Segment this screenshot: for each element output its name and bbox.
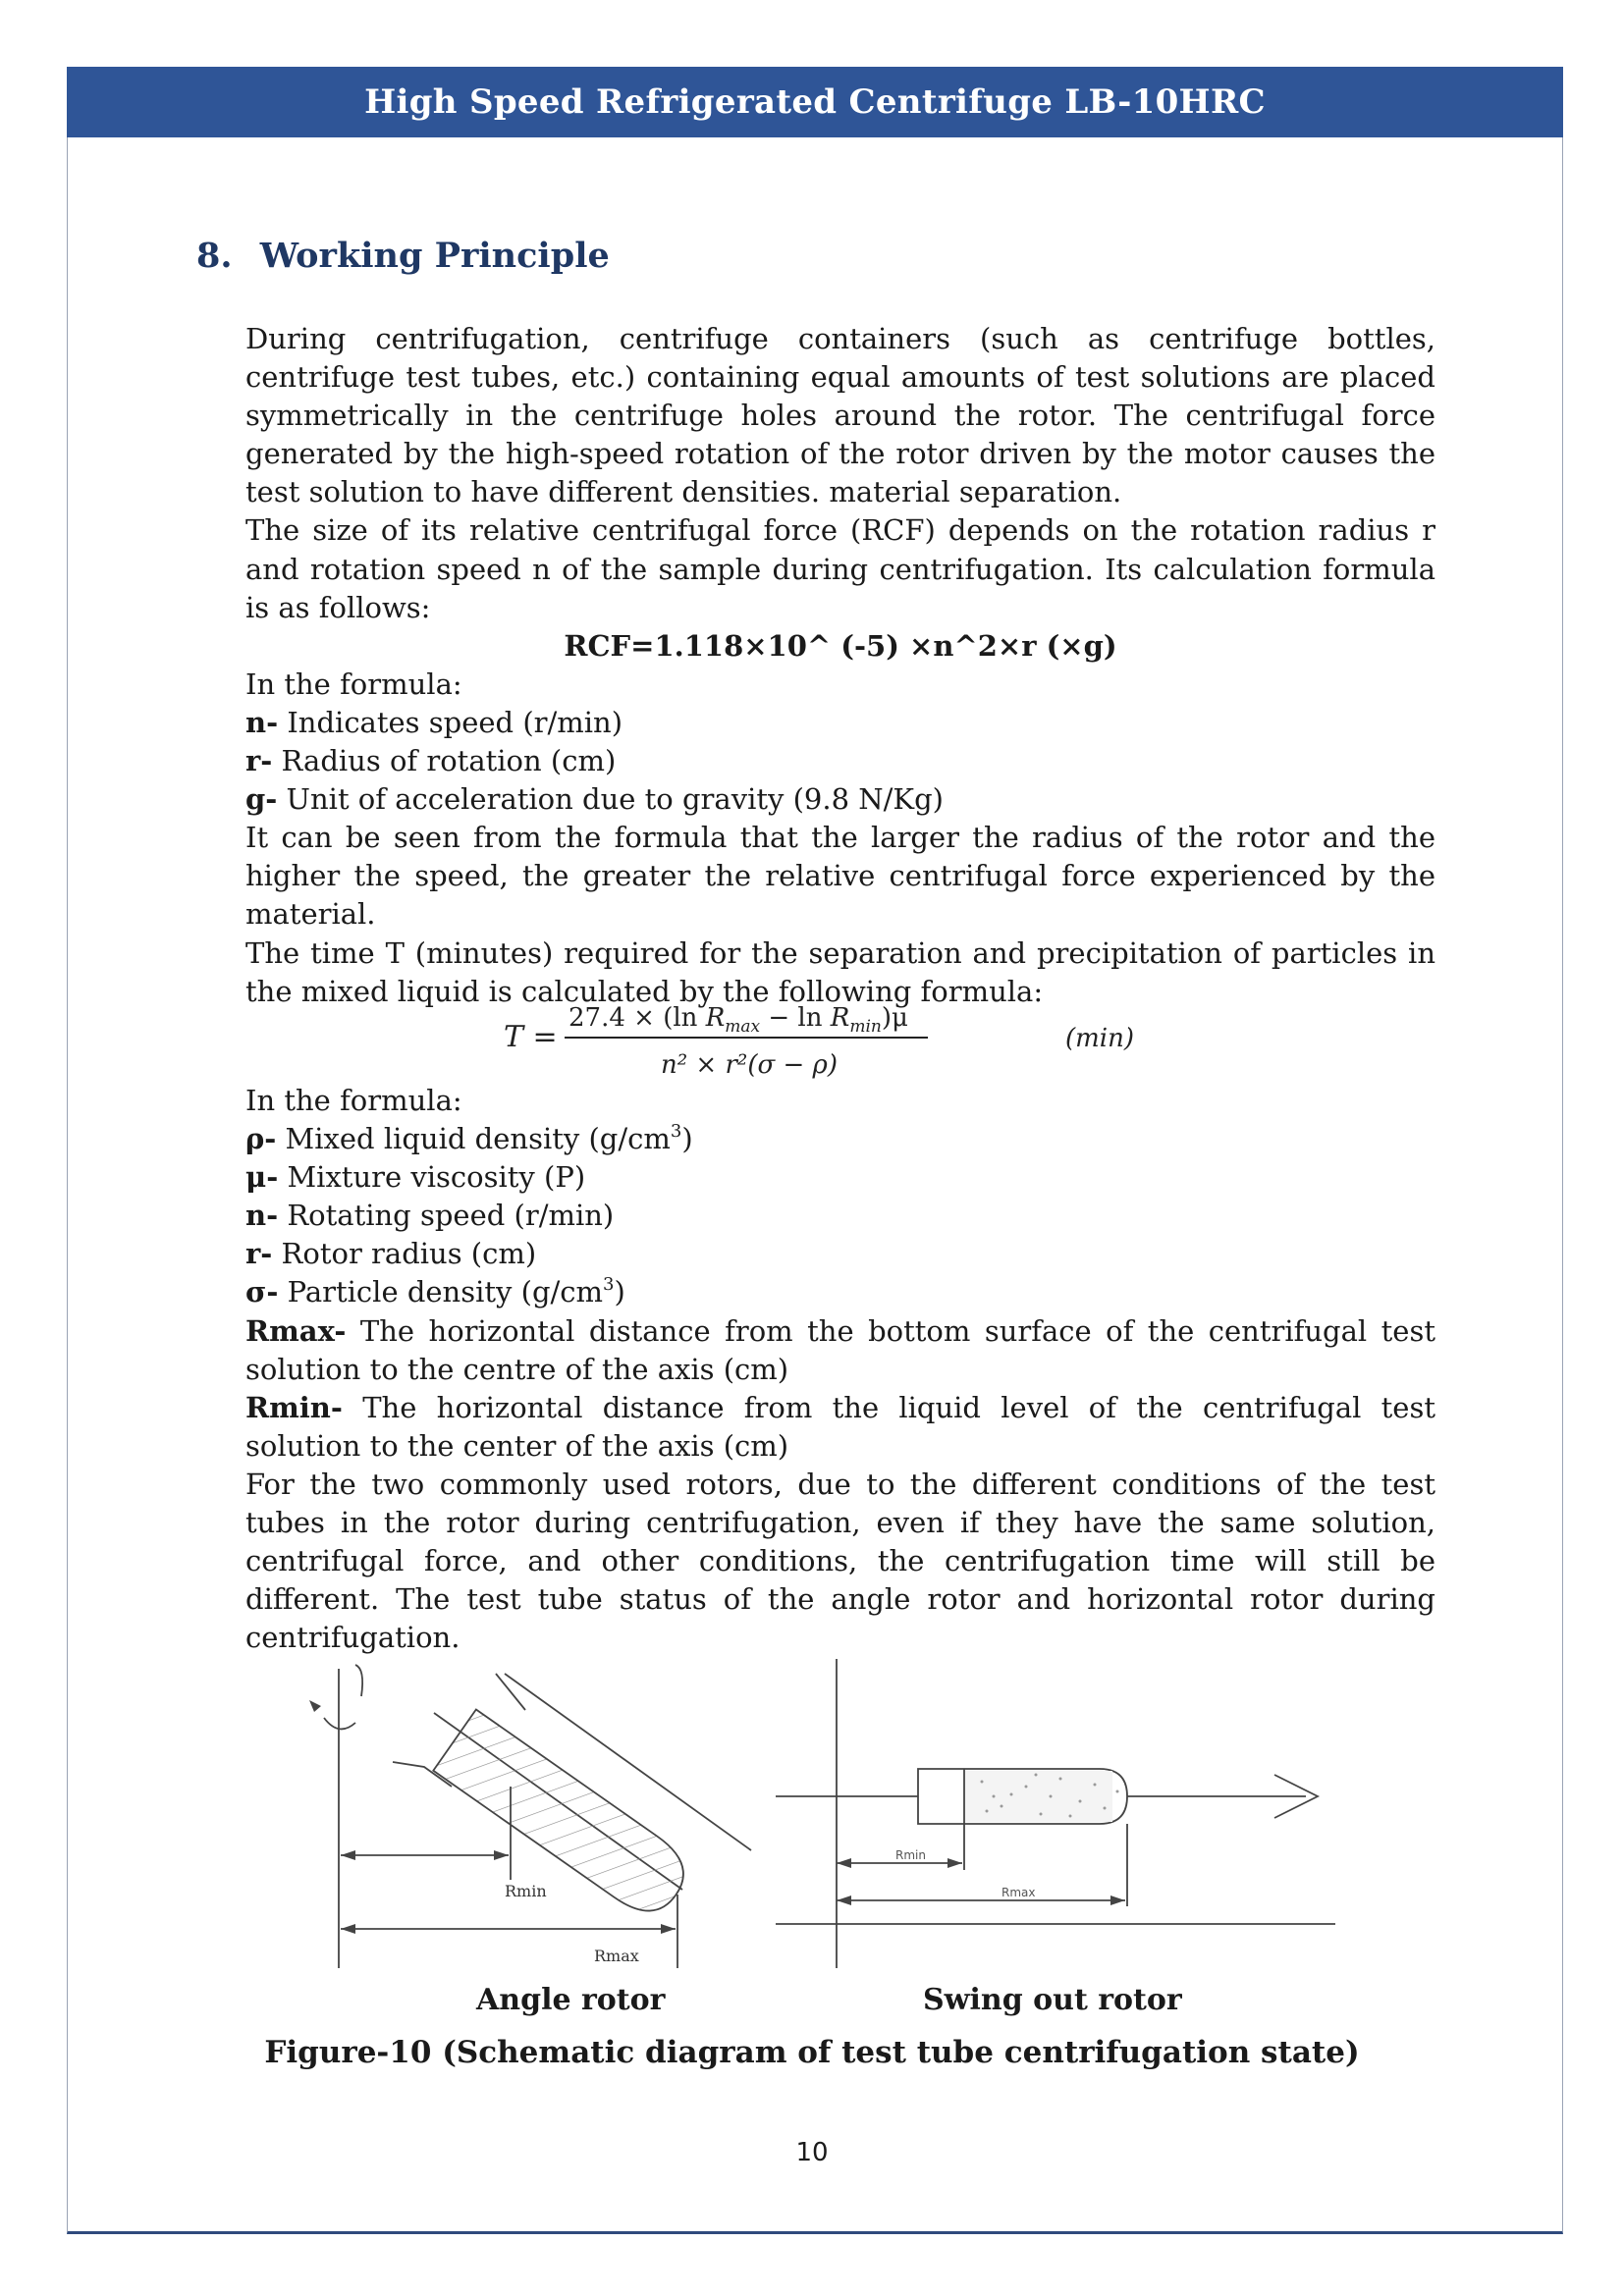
definition-item: [245, 1273, 1435, 1311]
definition-tail: ): [681, 1122, 693, 1156]
equation-tail: )μ: [881, 1003, 908, 1033]
definition-term: r-: [245, 744, 273, 778]
definition-text: Rotating speed (r/min): [278, 1199, 615, 1233]
definition-item: [245, 1235, 1435, 1273]
swing-rotor-caption: Swing out rotor: [923, 1983, 1182, 2017]
angle-rmin-label: Rmin: [505, 1882, 547, 1900]
equation-lhs: T =: [504, 1020, 558, 1054]
definition-item: [245, 1312, 1435, 1389]
section-number: 8.: [196, 236, 233, 276]
section-heading: [196, 236, 610, 276]
definition-term: n-: [245, 705, 279, 739]
rcf-formula: RCF=1.118×10^ (-5) ×n^2×r (×g): [564, 628, 1117, 663]
body-text-upper: [245, 320, 1435, 1011]
equation-rmax-sub: max: [725, 1017, 761, 1037]
equation-rmin-sub: min: [849, 1017, 882, 1037]
in-formula-label-1: In the formula:: [245, 667, 462, 701]
angle-rotor-caption: Angle rotor: [476, 1983, 666, 2017]
rotor-schematic-figure: [295, 1649, 1355, 1983]
definition-item: [245, 704, 1435, 742]
definition-term: Rmax-: [245, 1313, 347, 1348]
definition-term: μ-: [245, 1160, 279, 1195]
definition-text: The horizontal distance from the liquid level of the centrifugal test solution to the center of the axis (cm): [245, 1390, 1435, 1463]
definition-text: Mixture viscosity (P): [278, 1160, 586, 1195]
definition-text: Particle density (g/cm: [278, 1275, 604, 1309]
rotation-arrow-icon: [309, 1700, 321, 1712]
definition-term: g-: [245, 782, 278, 817]
equation-minus: − ln: [760, 1003, 831, 1033]
paragraph-intro: During centrifugation, centrifuge containers (such as centrifuge bottles, centrifuge test tubes, etc.) containing equal amounts of test solutions are placed symmetrically in the centrifuge holes around the rotor. The centrifugal force generated by the high-speed rotation of the rotor driven by the motor causes the test solution to have different densities. material separation.: [245, 322, 1435, 509]
swing-rmin-label: Rmin: [895, 1848, 926, 1862]
equation-denominator: n² × r²(σ − ρ): [661, 1050, 838, 1080]
equation-numerator: [568, 1003, 908, 1037]
definition-text: Unit of acceleration due to gravity (9.8 N/Kg): [277, 782, 944, 817]
superscript: 3: [603, 1274, 615, 1296]
equation-coef: 27.4 × (ln: [568, 1003, 706, 1033]
equation-unit: (min): [1065, 1024, 1135, 1053]
definition-item: [245, 780, 1435, 819]
equation-rmax: R: [705, 1003, 726, 1033]
definition-term: ρ-: [245, 1122, 277, 1156]
angle-rotor-diagram: [309, 1665, 751, 1968]
equation-rmin: R: [830, 1003, 850, 1033]
definition-item: [245, 1158, 1435, 1197]
in-formula-label-2: In the formula:: [245, 1084, 462, 1117]
paragraph-rotors: For the two commonly used rotors, due to the different conditions of the test tubes in the rotor during centrifugation, even if they have the same solution, centrifugal force, and other conditions, the centrifugation time will still be different. The test tube status of the angle rotor and horizontal rotor during centrifugation.: [245, 1467, 1435, 1655]
definition-term: r-: [245, 1237, 273, 1271]
paragraph-rcf: The size of its relative centrifugal force (RCF) depends on the rotation radius r and rotation speed n of the sample during centrifugation. Its calculation formula is as follows:: [245, 513, 1435, 624]
angle-rmax-label: Rmax: [594, 1947, 639, 1965]
definition-text: Indicates speed (r/min): [278, 705, 623, 739]
figure-caption: Figure-10 (Schematic diagram of test tube centrifugation state): [264, 2035, 1360, 2070]
swing-rmax-label: Rmax: [1001, 1886, 1036, 1899]
definition-text: Radius of rotation (cm): [272, 744, 617, 778]
definition-item: [245, 1389, 1435, 1466]
definition-tail: ): [614, 1275, 625, 1309]
definition-term: Rmin-: [245, 1390, 343, 1424]
definition-text: Mixed liquid density (g/cm: [276, 1122, 671, 1156]
paragraph-time: The time T (minutes) required for the separation and precipitation of particles in the mixed liquid is calculated by the following formula:: [245, 935, 1435, 1008]
definition-text: Rotor radius (cm): [272, 1237, 537, 1271]
definition-term: σ-: [245, 1275, 279, 1309]
definition-item: [245, 1197, 1435, 1235]
superscript: 3: [670, 1121, 682, 1143]
definition-item: [245, 1120, 1435, 1158]
paragraph-conclusion: It can be seen from the formula that the larger the radius of the rotor and the higher the speed, the greater the relative centrifugal force experienced by the material.: [245, 821, 1435, 932]
swing-rotor-diagram: [776, 1659, 1335, 1968]
section-title: Working Principle: [259, 236, 610, 276]
header-title: High Speed Refrigerated Centrifuge LB-10HRC: [364, 82, 1266, 122]
definition-text: The horizontal distance from the bottom surface of the centrifugal test solution to the centre of the axis (cm): [245, 1313, 1435, 1386]
page-number: 10: [795, 2138, 829, 2167]
definition-term: n-: [245, 1199, 279, 1233]
page-header: [67, 67, 1563, 137]
definition-item: [245, 742, 1435, 780]
body-text-lower: [245, 1082, 1435, 1657]
